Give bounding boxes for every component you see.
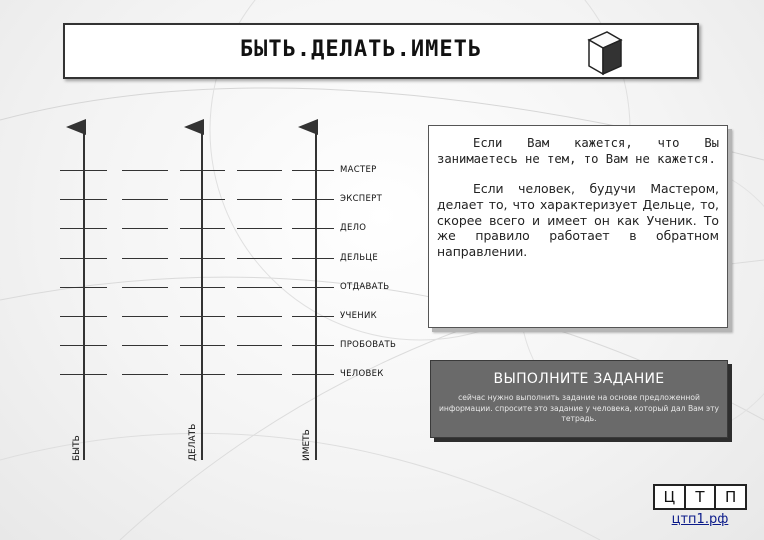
level-line [60, 258, 107, 259]
level-line [60, 374, 107, 375]
level-line [122, 316, 168, 317]
level-label: ОТДАВАТЬ [340, 282, 390, 292]
task-title: ВЫПОЛНИТЕ ЗАДАНИЕ [493, 371, 665, 387]
level-line [292, 258, 334, 259]
level-line [60, 228, 107, 229]
level-line [292, 345, 334, 346]
axis-label-imet: ИМЕТЬ [302, 429, 312, 461]
level-label: УЧЕНИК [340, 311, 377, 321]
task-box [430, 360, 728, 438]
level-line [60, 170, 107, 171]
cube-icon [585, 30, 625, 76]
quote-paragraph-1: Если Вам кажется, что Вы занимаетесь не тем, то Вам не кажется. [437, 136, 719, 166]
ctp-logo [653, 484, 747, 510]
level-label: МАСТЕР [340, 165, 377, 175]
level-line [60, 345, 107, 346]
level-line [180, 170, 225, 171]
level-line [237, 170, 282, 171]
level-line [292, 199, 334, 200]
logo-letter: П [725, 488, 737, 506]
level-line [180, 228, 225, 229]
level-label: ЭКСПЕРТ [340, 194, 383, 204]
level-line [237, 374, 282, 375]
level-line [180, 258, 225, 259]
axis-label-byt: БЫТЬ [72, 435, 82, 461]
level-line [180, 345, 225, 346]
level-line [180, 199, 225, 200]
level-line [292, 228, 334, 229]
site-link[interactable]: цтп1.рф [671, 512, 729, 527]
level-line [122, 170, 168, 171]
logo-letter: Ц [655, 486, 686, 508]
level-line [180, 374, 225, 375]
quote-box [428, 125, 728, 328]
quote-paragraph-2: Если человек, будучи Мастером, делает то, что характеризует Дельце, то, скорее всего и имеет он как Ученик. То же правило работает в обратном направлении. [437, 181, 719, 260]
level-line [237, 316, 282, 317]
level-line [180, 316, 225, 317]
level-line [237, 287, 282, 288]
level-line [122, 199, 168, 200]
level-label: ДЕЛО [340, 223, 367, 233]
level-line [237, 345, 282, 346]
level-line [122, 374, 168, 375]
axis-label-delat: ДЕЛАТЬ [188, 423, 198, 461]
level-line [237, 199, 282, 200]
level-label: ЧЕЛОВЕК [340, 369, 384, 379]
level-line [292, 316, 334, 317]
level-line [292, 374, 334, 375]
level-line [292, 170, 334, 171]
level-line [122, 228, 168, 229]
task-body: сейчас нужно выполнить задание на основе предложенной информации. спросите это задание у человека, который дал Вам эту тетрадь. [438, 393, 720, 423]
logo-letter: Т [686, 486, 717, 508]
level-line [237, 258, 282, 259]
level-line [60, 316, 107, 317]
page-title: БЫТЬ.ДЕЛАТЬ.ИМЕТЬ [239, 37, 483, 62]
level-line [60, 287, 107, 288]
level-line [122, 258, 168, 259]
level-line [122, 287, 168, 288]
level-line [122, 345, 168, 346]
level-label: ДЕЛЬЦЕ [340, 253, 379, 263]
level-line [60, 199, 107, 200]
level-label: ПРОБОВАТЬ [340, 340, 397, 350]
level-line [292, 287, 334, 288]
level-line [180, 287, 225, 288]
level-line [237, 228, 282, 229]
